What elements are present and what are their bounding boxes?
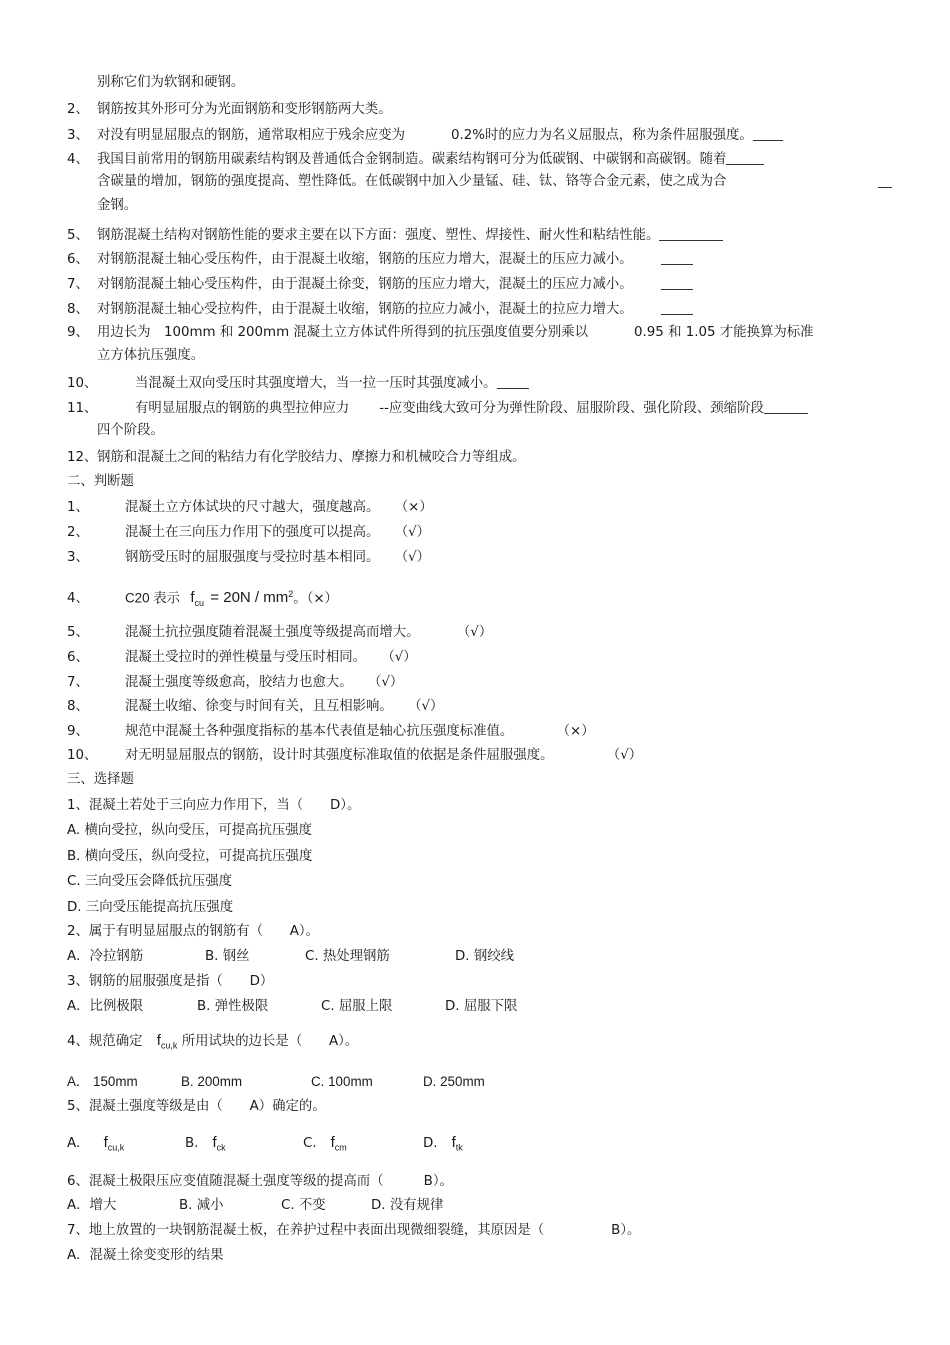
choice-options-2	[67, 948, 890, 966]
judge-answer: （√）	[463, 625, 493, 640]
item-number: 3、	[67, 128, 89, 143]
formula-subscript: cu	[194, 598, 205, 609]
judge-item-2	[67, 524, 890, 542]
fill-text: 钢筋和混凝土之间的粘结力有化学胶结力、摩擦力和机械咬合力等组成。	[97, 450, 526, 465]
formula-symbol: f	[212, 1134, 217, 1151]
judge-text: C20 表示	[125, 590, 181, 606]
answer-blank	[726, 150, 764, 165]
formula-subscript: cu,k	[107, 1142, 125, 1153]
formula-symbol: f	[190, 589, 195, 607]
fill-text: 钢筋混凝土结构对钢筋性能的要求主要在以下方面：强度、塑性、焊接性、耐火性和粘结性能。	[97, 228, 660, 243]
choice-option-1a	[67, 822, 890, 840]
fill-item-4-cont2	[67, 197, 890, 215]
section-heading-choice	[67, 771, 890, 789]
option-text: B. 200mm	[181, 1074, 243, 1089]
item-number: 4、	[67, 152, 89, 167]
fill-item-4-cont	[67, 173, 890, 191]
choice-question-6	[67, 1173, 890, 1191]
answer-blank	[497, 374, 529, 389]
section-heading-judge	[67, 473, 890, 491]
item-number: 1、	[67, 500, 89, 515]
option-text: C. 三向受压会降低抗压强度	[67, 874, 233, 889]
fill-item-6	[67, 250, 890, 269]
option-text: A．增大	[67, 1198, 117, 1213]
judge-answer: （√）	[401, 550, 431, 565]
fill-answer-text: 0.2%时的应力为名义屈服点，称为条件屈服强度。	[450, 128, 753, 143]
judge-text: 混凝土立方体试块的尺寸越大，强度越高。	[125, 500, 380, 515]
formula-subscript: cu,k	[160, 1040, 178, 1051]
option-text: A． 150mm	[67, 1074, 138, 1089]
option-text: B. 横向受压，纵向受拉，可提高抗压强度	[67, 849, 313, 864]
item-number: 4、	[67, 591, 89, 607]
choice-options-3	[67, 998, 890, 1016]
question-text: 7、地上放置的一块钢筋混凝土板，在养护过程中表面出现微细裂缝，其原因是（ B）。	[67, 1223, 641, 1238]
formula-subscript: ck	[216, 1142, 226, 1153]
formula-superscript: 2	[288, 589, 294, 599]
fill-item-8	[67, 300, 890, 319]
option-label: A．	[67, 1136, 90, 1151]
fill-item-9-cont	[67, 347, 890, 365]
item-number: 9、	[67, 724, 89, 739]
option-text: D. 没有规律	[371, 1198, 444, 1213]
fill-text: 金钢。	[97, 198, 138, 213]
item-number: 8、	[67, 302, 89, 317]
judge-text: 混凝土强度等级愈高，胶结力也愈大。	[125, 675, 353, 690]
judge-item-3	[67, 549, 890, 567]
option-text: D. 钢绞线	[455, 949, 514, 964]
option-text: C. 100mm	[311, 1074, 373, 1089]
fill-item-5	[67, 226, 890, 245]
fill-item-10	[67, 374, 890, 393]
choice-question-1	[67, 797, 890, 815]
judge-text: 对无明显屈服点的钢筋，设计时其强度标准取值的依据是条件屈服强度。	[125, 748, 554, 763]
answer-blank	[659, 226, 723, 241]
fill-text: 我国目前常用的钢筋用碳素结构钢及普通低合金钢制造。碳素结构钢可分为低碳钢、中碳钢和高碳钢。随着	[97, 152, 727, 167]
option-a	[67, 1134, 185, 1157]
fill-text: 对钢筋混凝土轴心受压构件，由于混凝土徐变，钢筋的压应力增大，混凝土的压应力减小。	[97, 277, 633, 292]
formula-subscript: cm	[334, 1142, 347, 1153]
judge-answer: （√）	[414, 699, 444, 714]
question-text: 1、混凝土若处于三向应力作用下，当（ D）。	[67, 798, 361, 813]
fill-item-7	[67, 275, 890, 294]
judge-text: 混凝土抗拉强度随着混凝土强度等级提高而增大。	[125, 625, 420, 640]
item-number: 3、	[67, 550, 89, 565]
fill-item-2	[67, 101, 890, 119]
item-number: 7、	[67, 675, 89, 690]
option-d	[423, 1134, 463, 1157]
choice-options-6	[67, 1197, 890, 1215]
judge-text: 混凝土受拉时的弹性模量与受压时相同。	[125, 650, 367, 665]
option-text: A．比例极限	[67, 999, 144, 1014]
formula-symbol: f	[451, 1134, 456, 1151]
choice-question-4	[67, 1032, 890, 1055]
item-number: 6、	[67, 650, 89, 665]
option-text: D. 250mm	[423, 1074, 485, 1089]
choice-question-3	[67, 973, 890, 991]
option-label: C.	[303, 1136, 317, 1151]
judge-answer: （√）	[374, 675, 404, 690]
item-number: 12、	[67, 450, 98, 465]
option-text: A．冷拉钢筋	[67, 949, 144, 964]
judge-item-6	[67, 649, 890, 667]
judge-item-5	[67, 624, 890, 642]
option-text: B. 钢丝	[205, 949, 250, 964]
question-text: 4、规范确定	[67, 1034, 143, 1049]
fill-answer-text: 0.95 和 1.05 才能换算为标准	[634, 325, 814, 340]
item-number: 11、	[67, 401, 98, 416]
option-text: B. 减小	[179, 1198, 224, 1213]
option-text: D. 屈服下限	[445, 999, 518, 1014]
item-number: 5、	[67, 228, 89, 243]
option-text: C. 屈服上限	[321, 999, 393, 1014]
judge-item-10	[67, 747, 890, 765]
formula-value: = 20N / mm	[210, 589, 289, 607]
fill-text: 别称它们为软钢和硬钢。	[97, 75, 245, 90]
item-number: 5、	[67, 625, 89, 640]
judge-answer: 。（×）	[293, 591, 338, 607]
option-b	[185, 1134, 303, 1157]
choice-options-5	[67, 1134, 890, 1157]
judge-text: 规范中混凝土各种强度指标的基本代表值是轴心抗压强度标准值。	[125, 724, 514, 739]
choice-option-1c	[67, 873, 890, 891]
formula-subscript: tk	[455, 1142, 463, 1153]
answer-blank	[661, 250, 693, 265]
item-number: 10、	[67, 748, 98, 763]
formula-symbol: f	[156, 1032, 161, 1049]
fill-text: 有明显屈服点的钢筋的典型拉伸应力	[135, 401, 350, 416]
question-text: 2、属于有明显屈服点的钢筋有（ A）。	[67, 924, 320, 939]
judge-item-8	[67, 698, 890, 716]
fill-answer-text: --应变曲线大致可分为弹性阶段、屈服阶段、强化阶段、颈缩阶段	[379, 401, 764, 416]
section-title: 二、判断题	[67, 474, 134, 489]
fill-item-9	[67, 324, 890, 342]
choice-question-2	[67, 923, 890, 941]
item-number: 6、	[67, 252, 89, 267]
fill-text: 对钢筋混凝土轴心受压构件，由于混凝土收缩，钢筋的压应力增大，混凝土的压应力减小。	[97, 252, 633, 267]
fill-text: 用边长为 100mm 和 200mm 混凝土立方体试件所得到的抗压强度值要分别乘以	[97, 325, 588, 340]
fill-text: 含碳量的增加，钢筋的强度提高、塑性降低。在低碳钢中加入少量锰、硅、钛、铬等合金元素，使之成为合	[97, 174, 727, 189]
fill-text: 立方体抗压强度。	[97, 348, 205, 363]
judge-item-1	[67, 499, 890, 517]
fill-item-11-cont	[67, 422, 890, 440]
choice-option-1d	[67, 899, 890, 917]
question-text: 3、钢筋的屈服强度是指（ D）	[67, 974, 274, 989]
judge-item-9	[67, 723, 890, 741]
fill-item-11	[67, 399, 890, 418]
answer-blank	[661, 300, 693, 315]
option-label: D.	[423, 1136, 438, 1151]
judge-answer: （√）	[388, 650, 417, 665]
choice-option-7a	[67, 1247, 890, 1265]
question-text: 5、混凝土强度等级是由（ A）确定的。	[67, 1099, 326, 1114]
item-number: 2、	[67, 102, 89, 117]
judge-text: 混凝土收缩、徐变与时间有关，且互相影响。	[125, 699, 393, 714]
fill-text: 对没有明显屈服点的钢筋，通常取相应于残余应变为	[97, 128, 405, 143]
choice-option-1b	[67, 848, 890, 866]
judge-text: 钢筋受压时的屈服强度与受拉时基本相同。	[125, 550, 380, 565]
choice-question-7	[67, 1222, 890, 1240]
question-text: 所用试块的边长是（ A）。	[181, 1034, 359, 1049]
option-text: B. 弹性极限	[197, 999, 269, 1014]
fill-text: 对钢筋混凝土轴心受拉构件，由于混凝土收缩，钢筋的拉应力减小，混凝土的拉应力增大。	[97, 302, 633, 317]
judge-answer: （×）	[563, 724, 595, 739]
fill-text: 钢筋按其外形可分为光面钢筋和变形钢筋两大类。	[97, 102, 392, 117]
item-number: 2、	[67, 525, 89, 540]
fill-item-12	[67, 449, 890, 467]
answer-blank	[764, 399, 808, 414]
fill-line-0	[67, 74, 890, 92]
choice-options-4	[67, 1073, 890, 1091]
option-text: A. 横向受拉，纵向受压，可提高抗压强度	[67, 823, 313, 838]
judge-answer: （×）	[401, 500, 433, 515]
option-text: A．混凝土徐变变形的结果	[67, 1248, 224, 1263]
item-number: 9、	[67, 325, 89, 340]
item-number: 8、	[67, 699, 89, 714]
fill-text: 当混凝土双向受压时其强度增大，当一拉一压时其强度减小。	[135, 376, 497, 391]
section-title: 三、选择题	[67, 772, 134, 787]
option-text: C. 不变	[281, 1198, 326, 1213]
fill-item-4	[67, 150, 890, 169]
fill-item-3	[67, 126, 890, 145]
judge-item-7	[67, 674, 890, 692]
judge-answer: （√）	[401, 525, 431, 540]
fill-text: 四个阶段。	[97, 423, 164, 438]
option-label: B.	[185, 1136, 199, 1151]
answer-blank	[661, 275, 693, 290]
judge-answer: （√）	[613, 748, 643, 763]
item-number: 10、	[67, 376, 98, 391]
judge-item-4	[67, 585, 890, 612]
answer-blank	[753, 126, 783, 141]
judge-text: 混凝土在三向压力作用下的强度可以提高。	[125, 525, 380, 540]
formula-symbol: f	[103, 1134, 108, 1151]
choice-question-5	[67, 1098, 890, 1116]
question-text: 6、混凝土极限压应变值随混凝土强度等级的提高而（ B）。	[67, 1174, 453, 1189]
option-text: C. 热处理钢筋	[305, 949, 390, 964]
answer-blank	[878, 173, 892, 188]
option-c	[303, 1134, 423, 1157]
formula-symbol: f	[330, 1134, 335, 1151]
item-number: 7、	[67, 277, 89, 292]
option-text: D. 三向受压能提高抗压强度	[67, 900, 234, 915]
